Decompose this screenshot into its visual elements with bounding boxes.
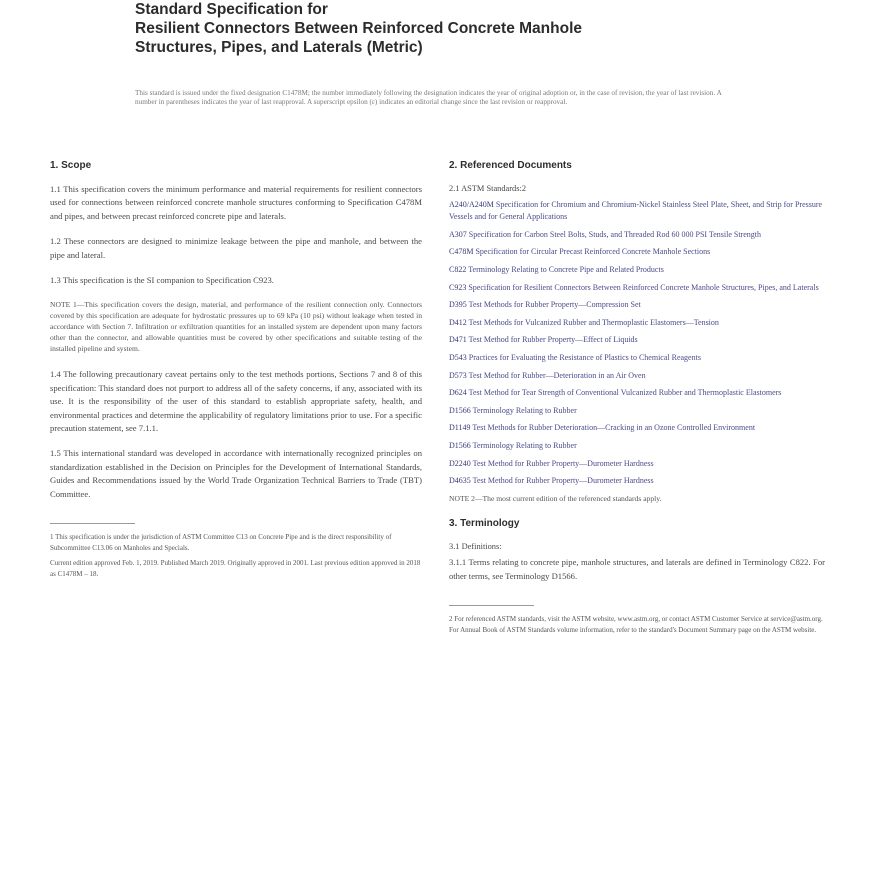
reference-title: Specification for Resilient Connectors Between Reinforced Concrete Manhole Structures, Pipes, and Laterals	[466, 282, 819, 292]
reference-title: Terminology Relating to Concrete Pipe and Related Products	[466, 264, 664, 274]
footnote-1: 1 This specification is under the jurisdiction of ASTM Committee C13 on Concrete Pipe and is the direct responsibility of Subcommittee C13.06 on Manholes and Specials.	[50, 533, 392, 552]
reference-code[interactable]: C822	[449, 264, 467, 274]
reference-code[interactable]: D395	[449, 300, 467, 310]
reference-code[interactable]: C478M	[449, 247, 474, 257]
reference-list	[449, 199, 825, 488]
reference-code[interactable]: A240/A240M	[449, 199, 494, 209]
reference-title: Practices for Evaluating the Resistance of Plastics to Chemical Reagents	[466, 352, 701, 362]
reference-item[interactable]	[449, 229, 825, 242]
reference-code[interactable]: D1566	[449, 440, 471, 450]
section-heading-referenced-documents: 2. Referenced Documents	[449, 160, 572, 171]
paragraph-1-4: 1.4 The following precautionary caveat pertains only to the test methods portions, Sections 7 and 8 of this specification: This standard does not purport to address all of the safety concerns, if any, associated with its use. It is the responsibility of the user of this standard to establish appropriate safety, health, and environmental practices and determine the applicability of regulatory limitations prior to use. For a specific precaution statement, see 7.1.1.	[50, 369, 422, 434]
document-title	[135, 0, 775, 57]
reference-item[interactable]	[449, 334, 825, 347]
title-line-2: Resilient Connectors Between Reinforced Concrete Manhole	[135, 20, 583, 37]
reference-code[interactable]: D1149	[449, 423, 471, 433]
reference-item[interactable]	[449, 199, 825, 224]
definitions-heading: 3.1 Definitions:	[449, 541, 502, 551]
reference-title: Terminology Relating to Rubber	[470, 440, 577, 450]
reference-item[interactable]	[449, 352, 825, 365]
reference-code[interactable]: A307	[449, 229, 467, 239]
reference-title: Test Methods for Vulcanized Rubber and Thermoplastic Elastomers—Tension	[466, 317, 719, 327]
footnote-divider	[50, 523, 135, 524]
reference-item[interactable]	[449, 458, 825, 471]
paragraph-1-3: 1.3 This specification is the SI companion to Specification C923.	[50, 275, 274, 286]
reference-item[interactable]	[449, 264, 825, 277]
reference-title: Test Methods for Rubber Property—Compression Set	[466, 300, 641, 310]
section-heading-scope: 1. Scope	[50, 160, 92, 171]
reference-item[interactable]	[449, 422, 825, 435]
paragraph-1-5: 1.5 This international standard was developed in accordance with internationally recognized principles on standardization established in the Decision on Principles for the Development of International Standards, Guides and Recommendations issued by the World Trade Organization Technical Barriers to Trade (TBT) Committee.	[50, 448, 422, 499]
reference-item[interactable]	[449, 387, 825, 400]
reference-item[interactable]	[449, 317, 825, 330]
paragraph-1-1: 1.1 This specification covers the minimum performance and material requirements for resilient connectors used for connections between reinforced concrete manhole structures conforming to Specification C478M and pipes, and between precast reinforced concrete pipe and laterals.	[50, 184, 422, 221]
reference-title: Test Method for Rubber Property—Effect of Liquids	[466, 335, 638, 345]
reference-title: Specification for Circular Precast Reinforced Concrete Manhole Sections	[473, 247, 711, 257]
astm-standards-intro: 2.1 ASTM Standards:2	[449, 184, 527, 193]
designation-preamble: This standard is issued under the fixed designation C1478M; the number immediately following the designation indicates the year of original adoption or, in the case of revision, the year of last revision. A number in parentheses indicates the year of last reapproval. A superscript epsilon (ε) indicates an editorial change since the last revision or reapproval.	[135, 89, 722, 106]
reference-item[interactable]	[449, 299, 825, 312]
paragraph-1-2: 1.2 These connectors are designed to minimize leakage between the pipe and manhole, and between the pipe and lateral.	[50, 236, 422, 260]
left-column	[50, 160, 422, 584]
reference-code[interactable]: D4635	[449, 476, 471, 486]
title-line-1: Standard Specification for	[135, 1, 328, 18]
reference-item[interactable]	[449, 440, 825, 453]
reference-code[interactable]: D1566	[449, 405, 471, 415]
paragraph-3-1-1: 3.1.1 Terms relating to concrete pipe, manhole structures, and laterals are defined in Terminology C822. For other terms, see Terminology D1566.	[449, 557, 825, 581]
reference-title: Test Method for Rubber Property—Durometer Hardness	[470, 458, 654, 468]
reference-code[interactable]: D573	[449, 370, 467, 380]
reference-code[interactable]: D624	[449, 388, 467, 398]
reference-code[interactable]: D543	[449, 352, 467, 362]
reference-title: Test Methods for Rubber Deterioration—Cracking in an Ozone Controlled Environment	[470, 423, 756, 433]
footnote-2: 2 For referenced ASTM standards, visit the ASTM website, www.astm.org, or contact ASTM Customer Service at service@astm.org. For Annual Book of ASTM Standards volume information, refer to the standard's Document Summary page on the ASTM website.	[449, 615, 823, 634]
reference-title: Test Method for Rubber—Deterioration in an Air Oven	[466, 370, 646, 380]
reference-item[interactable]	[449, 282, 825, 295]
reference-code[interactable]: C923	[449, 282, 467, 292]
reference-code[interactable]: D2240	[449, 458, 471, 468]
title-line-3: Structures, Pipes, and Laterals (Metric)	[135, 39, 423, 56]
footnote-edition: Current edition approved Feb. 1, 2019. Published March 2019. Originally approved in 2001. Last previous edition approved in 2018 as C1478M – 18.	[50, 559, 421, 578]
reference-item[interactable]	[449, 370, 825, 383]
reference-item[interactable]	[449, 405, 825, 418]
reference-item[interactable]	[449, 246, 825, 259]
reference-title: Specification for Carbon Steel Bolts, Studs, and Threaded Rod 60 000 PSI Tensile Strength	[466, 229, 762, 239]
note-2: NOTE 2—The most current edition of the referenced standards apply.	[449, 493, 662, 503]
note-1: NOTE 1—This specification covers the design, material, and performance of the resilient connection only. Connectors covered by this specification are adequate for hydrostatic pressures up to 69 kPa (10 psi) without leakage when tested in accordance with Section 7. Infiltration or exfiltration quantities for an installed system are dependent upon many factors other than the connector, and allowable quantities must be covered by other specifications and suitable testing of the installed pipeline and system.	[50, 300, 422, 354]
reference-code[interactable]: D471	[449, 335, 467, 345]
reference-title: Terminology Relating to Rubber	[470, 405, 577, 415]
reference-item[interactable]	[449, 475, 825, 488]
section-heading-terminology: 3. Terminology	[449, 517, 520, 529]
reference-title: Specification for Chromium and Chromium-Nickel Stainless Steel Plate, Sheet, and Strip for Pressure Vessels and for General Applications	[449, 199, 823, 222]
reference-title: Test Method for Rubber Property—Durometer Hardness	[470, 476, 654, 486]
right-column	[449, 160, 825, 640]
reference-code[interactable]: D412	[449, 317, 467, 327]
reference-title: Test Method for Tear Strength of Conventional Vulcanized Rubber and Thermoplastic Elastomers	[466, 388, 782, 398]
footnote-divider-right	[449, 605, 534, 606]
